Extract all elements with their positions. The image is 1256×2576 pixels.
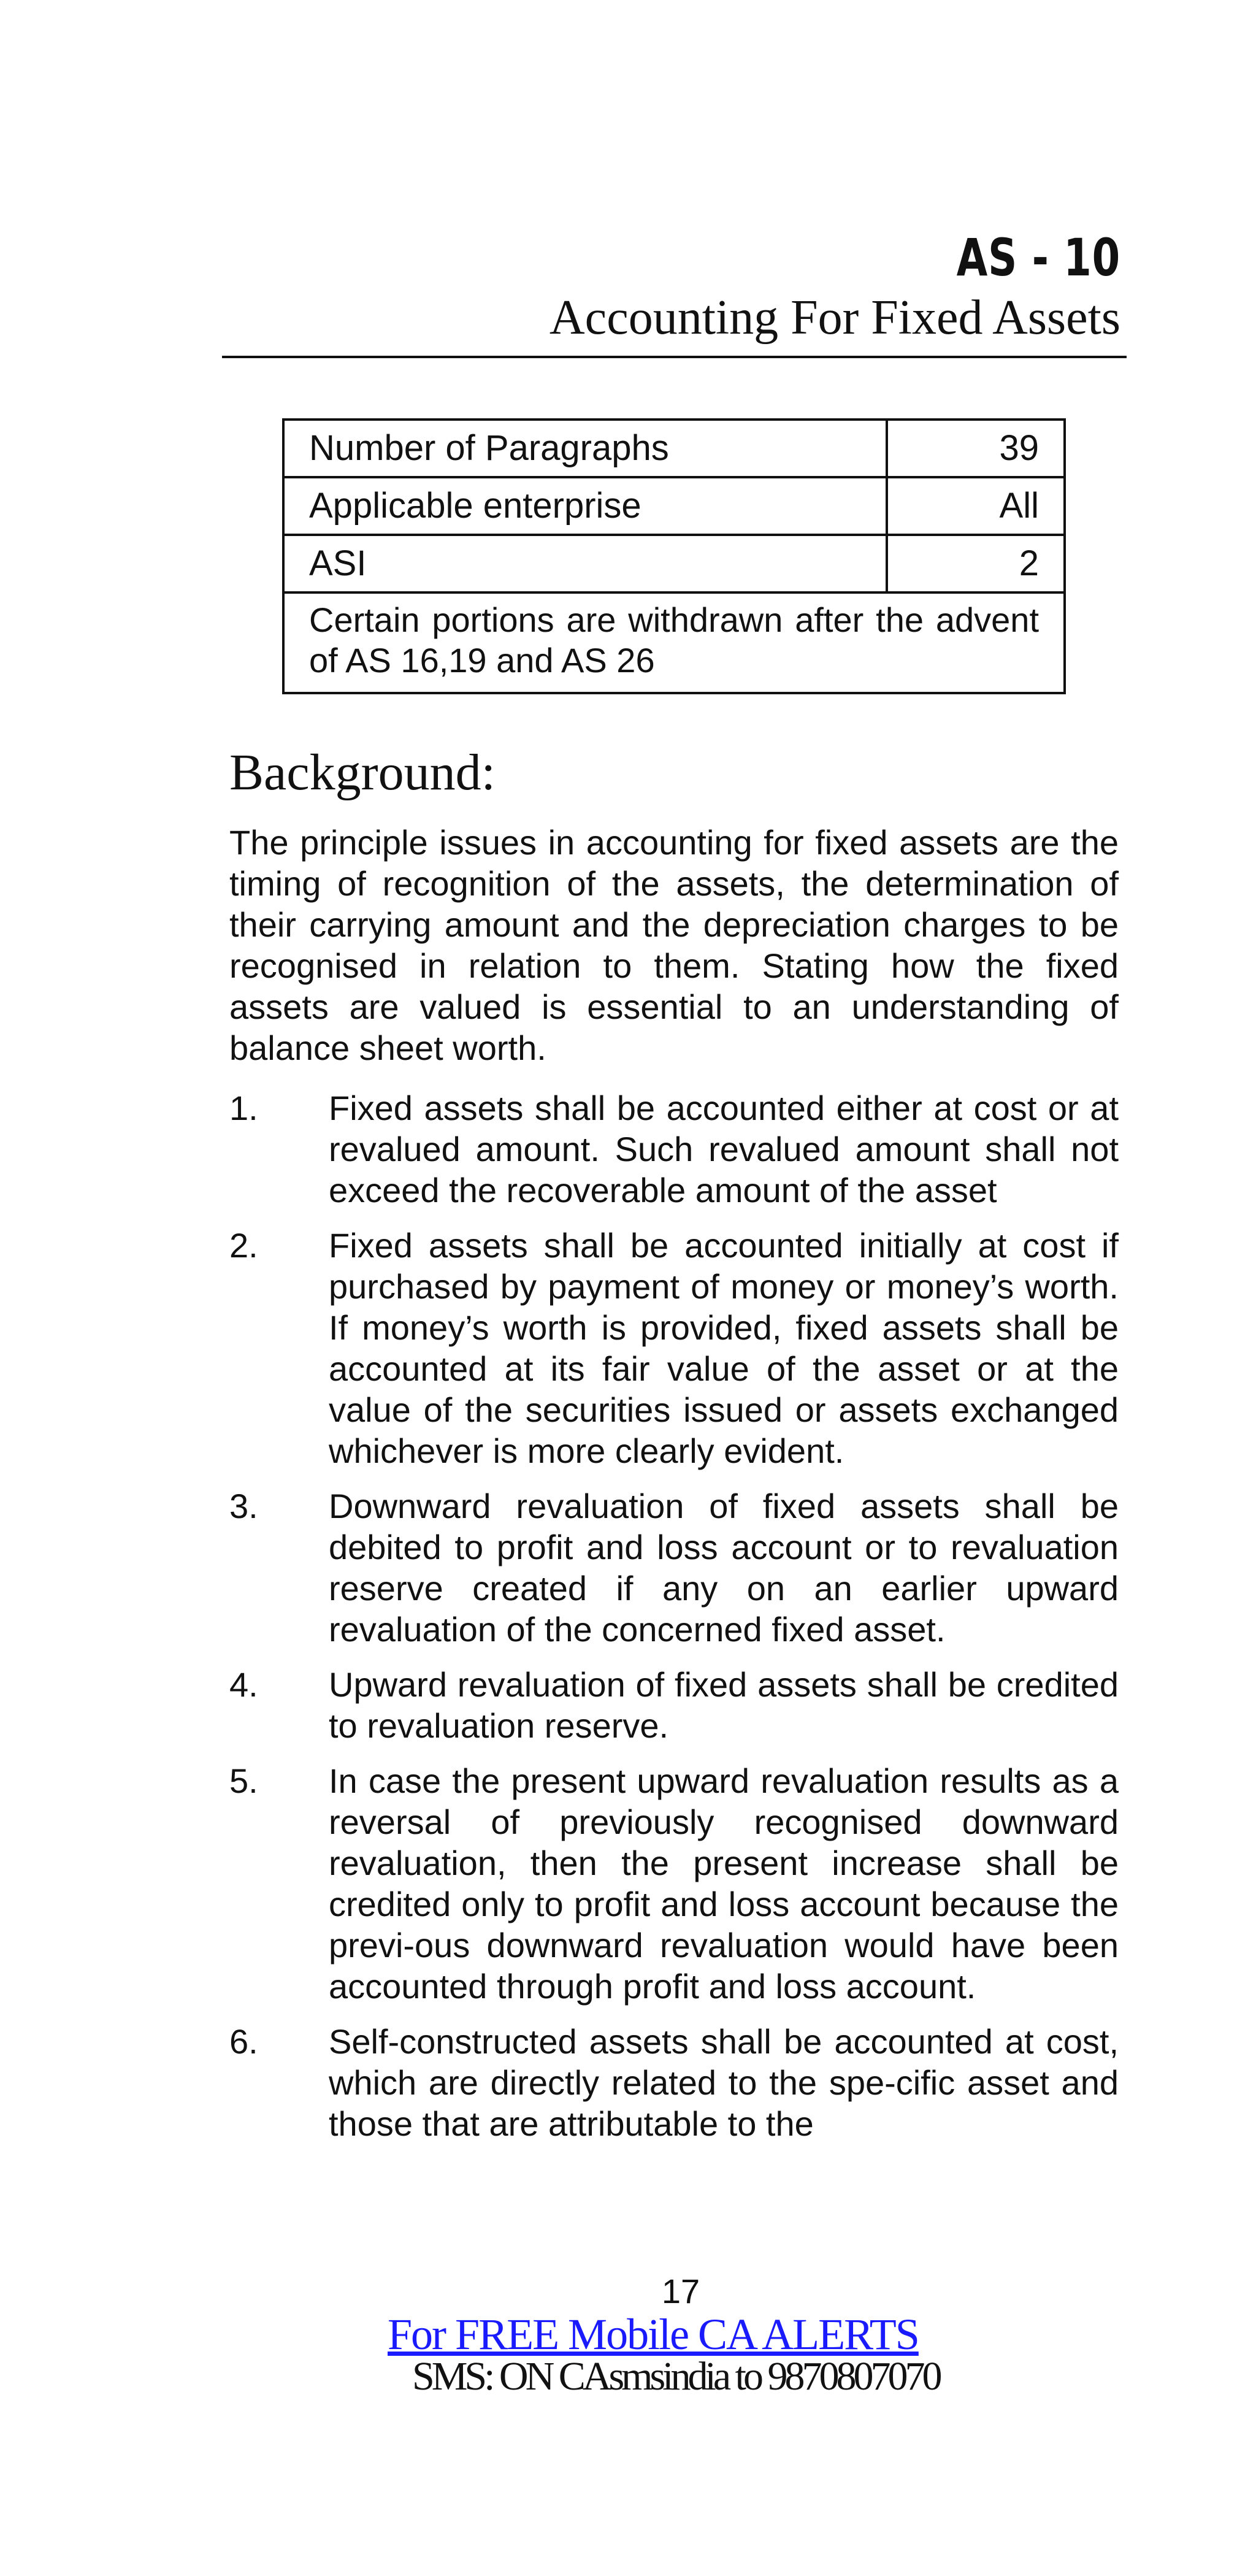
table-row — [285, 478, 1063, 536]
list-item — [229, 1087, 1119, 1211]
list-item — [229, 1760, 1119, 2007]
table-cell-value: 2 — [1019, 543, 1039, 583]
list-item-number: 5. — [229, 1761, 258, 1800]
promo-link[interactable]: For FREE Mobile CA ALERTS — [388, 2310, 919, 2359]
table-row — [285, 421, 1063, 478]
list-item — [229, 2021, 1119, 2144]
table-cell-label: Number of Paragraphs — [285, 421, 888, 476]
list-item-number: 6. — [229, 2022, 258, 2061]
list-item — [229, 1485, 1119, 1650]
promo-sms-text: SMS: ON CAsmsindia to 9870807070 — [412, 2354, 940, 2399]
standard-code: AS - 10 — [956, 228, 1120, 288]
list-item-text: Fixed assets shall be accounted initially at cost if purchased by payment of money or money’s worth. If money’s worth is provided, fixed assets shall be accounted at its fair value of the asset or at the value of the securities issued or assets exchanged whichever is more clearly evident. — [329, 1226, 1119, 1470]
section-heading: Background: — [229, 744, 496, 801]
list-item-text: In case the present upward revaluation results as a reversal of previously recognised downward revaluation, then the present increase shall be credited only to profit and loss account because the previ-ous downward revaluation would have been accounted through profit and loss account. — [329, 1761, 1119, 2006]
list-item-text: Self-constructed assets shall be accounted at cost, which are directly related to the spe-cific asset and those that are attributable to the — [329, 2022, 1119, 2143]
list-item — [229, 1225, 1119, 1471]
table-note-row: Certain portions are withdrawn after the advent of AS 16,19 and AS 26 — [309, 600, 1039, 680]
list-item-number: 1. — [229, 1089, 258, 1127]
table-cell-value: All — [999, 486, 1039, 526]
list-item-text: Downward revaluation of fixed assets shall be debited to profit and loss account or to revaluation reserve created if any on an earlier upward revaluation of the concerned fixed asset. — [329, 1487, 1119, 1649]
list-item — [229, 1664, 1119, 1746]
page-number: 17 — [661, 2272, 700, 2310]
table-row — [285, 536, 1063, 594]
header-divider — [222, 356, 1127, 358]
list-item-text: Fixed assets shall be accounted either at cost or at revalued amount. Such revalued amount shall not exceed the recoverable amount of the asset — [329, 1089, 1119, 1209]
summary-table — [282, 418, 1066, 694]
list-item-number: 2. — [229, 1226, 258, 1265]
intro-paragraph: The principle issues in accounting for fixed assets are the timing of recognition of the assets, the determination of their carrying amount and the depreciation charges to be recognised in relation to them. Stating how the fixed assets are valued is essential to an understanding of balance sheet worth. — [229, 823, 1119, 1067]
table-cell-value: 39 — [999, 428, 1039, 468]
numbered-list — [229, 1087, 1119, 2158]
page-title: Accounting For Fixed Assets — [549, 291, 1120, 345]
table-cell-label: Applicable enterprise — [285, 478, 888, 534]
list-item-number: 3. — [229, 1487, 258, 1525]
table-cell-label: ASI — [285, 536, 888, 591]
list-item-number: 4. — [229, 1665, 258, 1704]
list-item-text: Upward revaluation of fixed assets shall be credited to revaluation reserve. — [329, 1665, 1119, 1745]
